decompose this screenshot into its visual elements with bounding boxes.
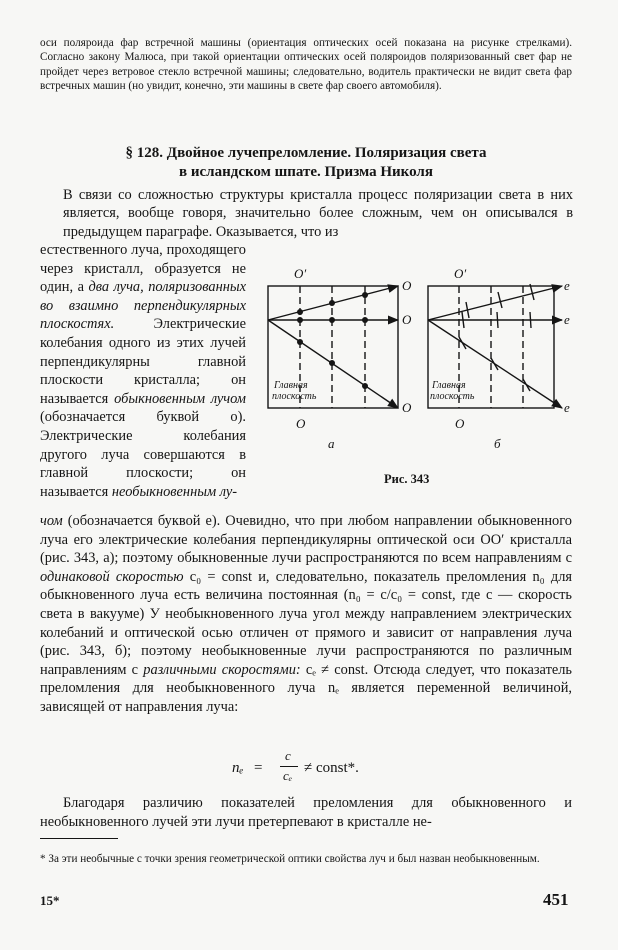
narrow-text-3: (обозначается буквой o). Электрические колебания другого луча совершаются в главной плоскости; он называется <box>40 409 246 500</box>
section-heading <box>40 144 572 182</box>
plane-label-b-1: Главная <box>432 380 466 391</box>
formula-equals: = <box>254 760 263 776</box>
footnote-divider <box>40 838 118 839</box>
ray-b-upper <box>428 286 562 320</box>
axis-bottom-label-a: O <box>296 416 306 431</box>
formula-rhs: ≠ const*. <box>304 760 359 776</box>
axis-bottom-label-b: O <box>455 416 465 431</box>
emphasis-ray-end: чом <box>40 513 63 529</box>
emphasis-same-speed: одинаковой скоростью <box>40 568 184 585</box>
footnote: * За эти необычные с точки зрения геометрической оптики свойства луч и был назван необыкновенным. <box>40 853 540 865</box>
wide-text-2: c₀ = const и, следовательно, показатель преломления n₀ для обыкновенного луча есть величина постоянная (n₀ = c/c₀ = const, где c — скорость света в вакууме) У необыкновенного луча угол между направлением электрических колебаний и оптической осью отличен от прямого и зависит от направления луча (рис. 343, б); поэтому необыкновенные лучи распространяются по различным направлениям с <box>40 568 572 678</box>
formula-numerator: c <box>285 748 291 763</box>
ray-label-b-middle: e <box>564 312 570 327</box>
figure-caption: Рис. 343 <box>384 472 430 486</box>
axis-top-label-b: O′ <box>454 266 467 281</box>
wide-paragraph <box>40 512 572 717</box>
formula-fraction-bar <box>280 766 298 767</box>
sub-label-a: а <box>328 436 335 451</box>
ray-label-a-upper: O <box>402 278 412 293</box>
heading-line-2: в исландском шпате. Призма Николя <box>179 164 433 180</box>
ray-label-b-upper: e <box>564 278 570 293</box>
ray-label-a-middle: O <box>402 312 412 327</box>
plane-label-a-2: плоскость <box>272 391 317 402</box>
sub-label-b: б <box>494 436 501 451</box>
ray-label-b-lower: e <box>564 400 570 415</box>
emphasis-different-speeds: различными скоростями: <box>143 661 301 678</box>
intro-paragraph: В связи со сложностью структуры кристалла процесс поляризации света в них является, вообще говоря, значительно более сложным, чем он описывался в предыдущем параграфе. Оказывается, что из <box>63 187 573 240</box>
plane-label-a-1: Главная <box>274 380 308 391</box>
page-number: 451 <box>543 890 569 909</box>
formula-lhs: nₑ <box>232 760 244 776</box>
narrow-column-text <box>40 241 246 501</box>
narrow-text-2: Электрические колебания одного из этих лучей перпендикулярны главной плоскости кристалла; он называется <box>40 316 246 407</box>
emphasis-two-rays: два луча, поляризованных во взаимно перпендикулярных плоскостях. <box>40 279 246 333</box>
emphasis-extraordinary-ray: необыкновенным лу- <box>111 483 238 500</box>
wide-text-3: cₑ ≠ const. Отсюда следует, что показатель преломления для необыкновенного луча nₑ является переменной величиной, зависящей от направления луча: <box>40 661 572 715</box>
figure-343 <box>252 262 582 472</box>
plane-label-b-2: плоскость <box>430 391 475 402</box>
axis-top-label-a: O′ <box>294 266 307 281</box>
top-paragraph: оси поляроида фар встречной машины (ориентация оптических осей показана на рисунке стрелками). Согласно закону Малюса, при такой ориентации оптических осей поляроидов поляризованный свет фар не пройдет через ветровое стекло встречной машины; следовательно, водитель практически не видит света фар встречных машин (но увидит, конечно, эти машины в свете фар своего автомобиля). <box>40 37 572 93</box>
narrow-text-1: естественного луча, проходящего через кристалл, образуется не один, а <box>40 242 246 296</box>
refraction-formula <box>230 748 390 784</box>
closing-paragraph: Благодаря различию показателей преломления для обыкновенного и необыкновенного лучей эти лучи претерпевают в кристалле не- <box>40 795 572 830</box>
ray-label-a-lower: O <box>402 400 412 415</box>
signature-mark: 15* <box>40 893 60 908</box>
heading-line-1: § 128. Двойное лучепреломление. Поляризация света <box>125 145 487 161</box>
formula-denominator: cₑ <box>283 768 293 783</box>
emphasis-ordinary-ray: обыкновенным лучом <box>114 390 246 407</box>
wide-text-1: (обозначается буквой e). Очевидно, что при любом направлении обыкновенного луча его электрические колебания перпендикулярны оптической оси OO′ кристалла (рис. 343, а); поэтому обыкновенные лучи распространяются по всем направлениям с <box>40 513 572 567</box>
